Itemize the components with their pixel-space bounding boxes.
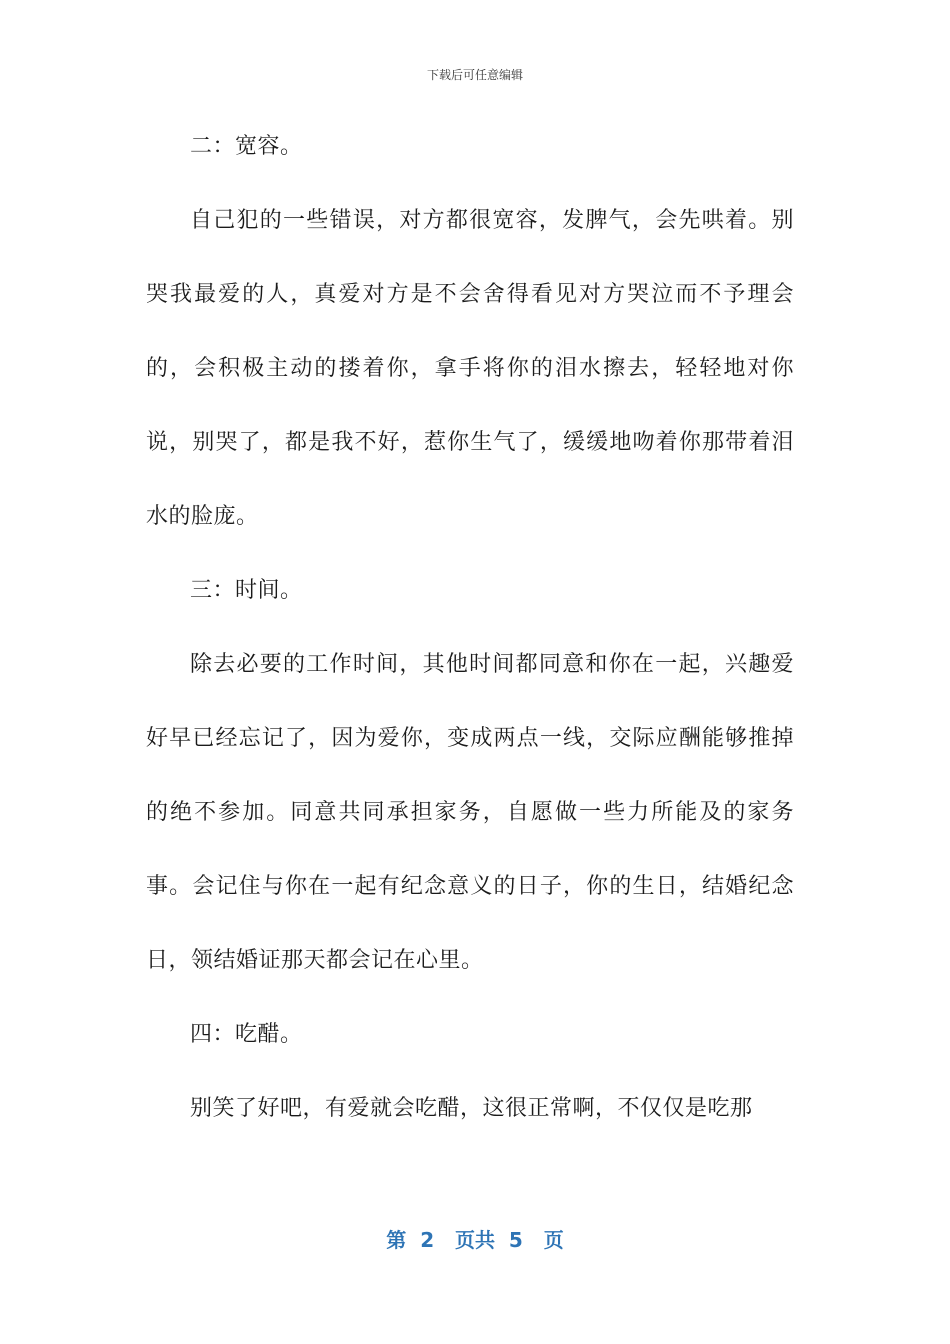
paragraph-time: 除去必要的工作时间，其他时间都同意和你在一起，兴趣爱好早已经忘记了，因为爱你，变成两点一线，交际应酬能够推掉的绝不参加。同意共同承担家务，自愿做一些力所能及的家务事。会记住与你在一起有纪念意义的日子，你的生日，结婚纪念日，领结婚证那天都会记在心里。 — [146, 652, 794, 973]
section-heading-jealousy: 四：吃醋。 — [190, 1022, 303, 1047]
page-number-footer: 第 2 页共 5 页 — [386, 1228, 564, 1252]
section-heading-tolerance: 二：宽容。 — [190, 134, 303, 159]
page-header: 下载后可任意编辑 — [426, 68, 523, 82]
paragraph-jealousy: 别笑了好吧，有爱就会吃醋，这很正常啊，不仅仅是吃那 — [190, 1096, 753, 1121]
section-heading-time: 三：时间。 — [190, 578, 303, 603]
paragraph-tolerance: 自己犯的一些错误，对方都很宽容，发脾气，会先哄着。别哭我最爱的人，真爱对方是不会舍得看见对方哭泣而不予理会的，会积极主动的搂着你，拿手将你的泪水擦去，轻轻地对你说，别哭了，都是我不好，惹你生气了，缓缓地吻着你那带着泪水的脸庞。 — [146, 208, 794, 529]
document-body — [146, 110, 794, 1146]
